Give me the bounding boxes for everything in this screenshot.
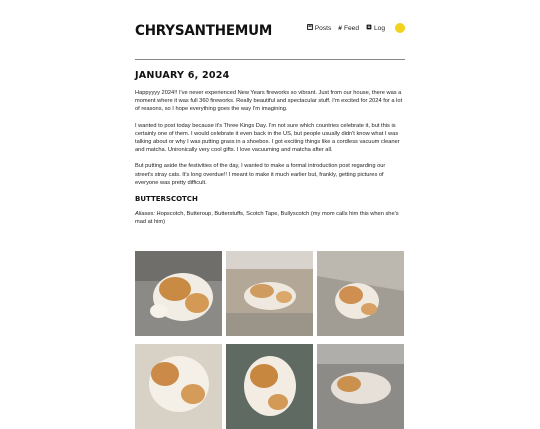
site-title[interactable]: CHRYSANTHEMUM xyxy=(135,22,273,40)
site-header xyxy=(135,0,405,60)
log-icon xyxy=(366,24,372,32)
nav-log[interactable] xyxy=(366,24,385,32)
nav-feed-label: Feed xyxy=(343,24,359,32)
content-column xyxy=(135,0,405,226)
blog-post xyxy=(135,70,405,226)
aliases-label: Aliases: xyxy=(135,211,155,218)
posts-icon xyxy=(307,24,313,32)
post-paragraph: But putting aside the festivities of the day, I wanted to make a formal introduction post regarding our street's stray cats. It's long overdue!! I meant to make it much earlier but, frankly, getting pictures of everyone was pretty difficult. xyxy=(135,163,386,186)
cat-photo[interactable] xyxy=(226,344,313,429)
theme-toggle[interactable] xyxy=(395,23,405,33)
section-heading: BUTTERSCOTCH xyxy=(135,195,198,204)
post-paragraph: I wanted to post today because it's Three Kings Day. I'm not sure which countries celebrate it, but this is certainly one of them. I would celebrate it even back in the US, but people usually didn't know what I was talking about or why I was putting grass in a shoebox. I got exciting things like a cordless vacuum cleaner and matcha. Unironically very cool gifts. I love vacuuming and matcha after all. xyxy=(135,122,400,154)
cat-photo[interactable] xyxy=(135,344,222,429)
post-paragraph: Happyyyy 2024!! I've never experienced New Years fireworks so vibrant. Just from our house, there was a moment where it was full 360 fireworks. Really beautiful and spectacular stuff. I'm excited for 2024 for a lot of reasons, so I hope everything goes the way I'm imagining. xyxy=(135,90,403,113)
nav-log-label: Log xyxy=(373,24,385,32)
aliases-text: Hopscotch, Butteroup, Butterstuffs, Scotch Tape, Bullyscotch (my mom calls him this when she's mad at him) xyxy=(135,211,399,226)
nav-posts-label: Posts xyxy=(314,24,332,32)
nav-posts[interactable] xyxy=(307,24,332,32)
nav-feed[interactable] xyxy=(338,25,359,32)
cat-photo[interactable] xyxy=(135,251,222,336)
hash-icon: # xyxy=(338,24,342,32)
header-divider xyxy=(135,59,405,60)
cat-photo[interactable] xyxy=(226,251,313,336)
main-nav xyxy=(307,23,405,33)
cat-photo[interactable] xyxy=(317,251,404,336)
cat-photo[interactable] xyxy=(317,344,404,429)
aliases-line xyxy=(135,210,405,226)
post-date: JANUARY 6, 2024 xyxy=(135,70,230,81)
